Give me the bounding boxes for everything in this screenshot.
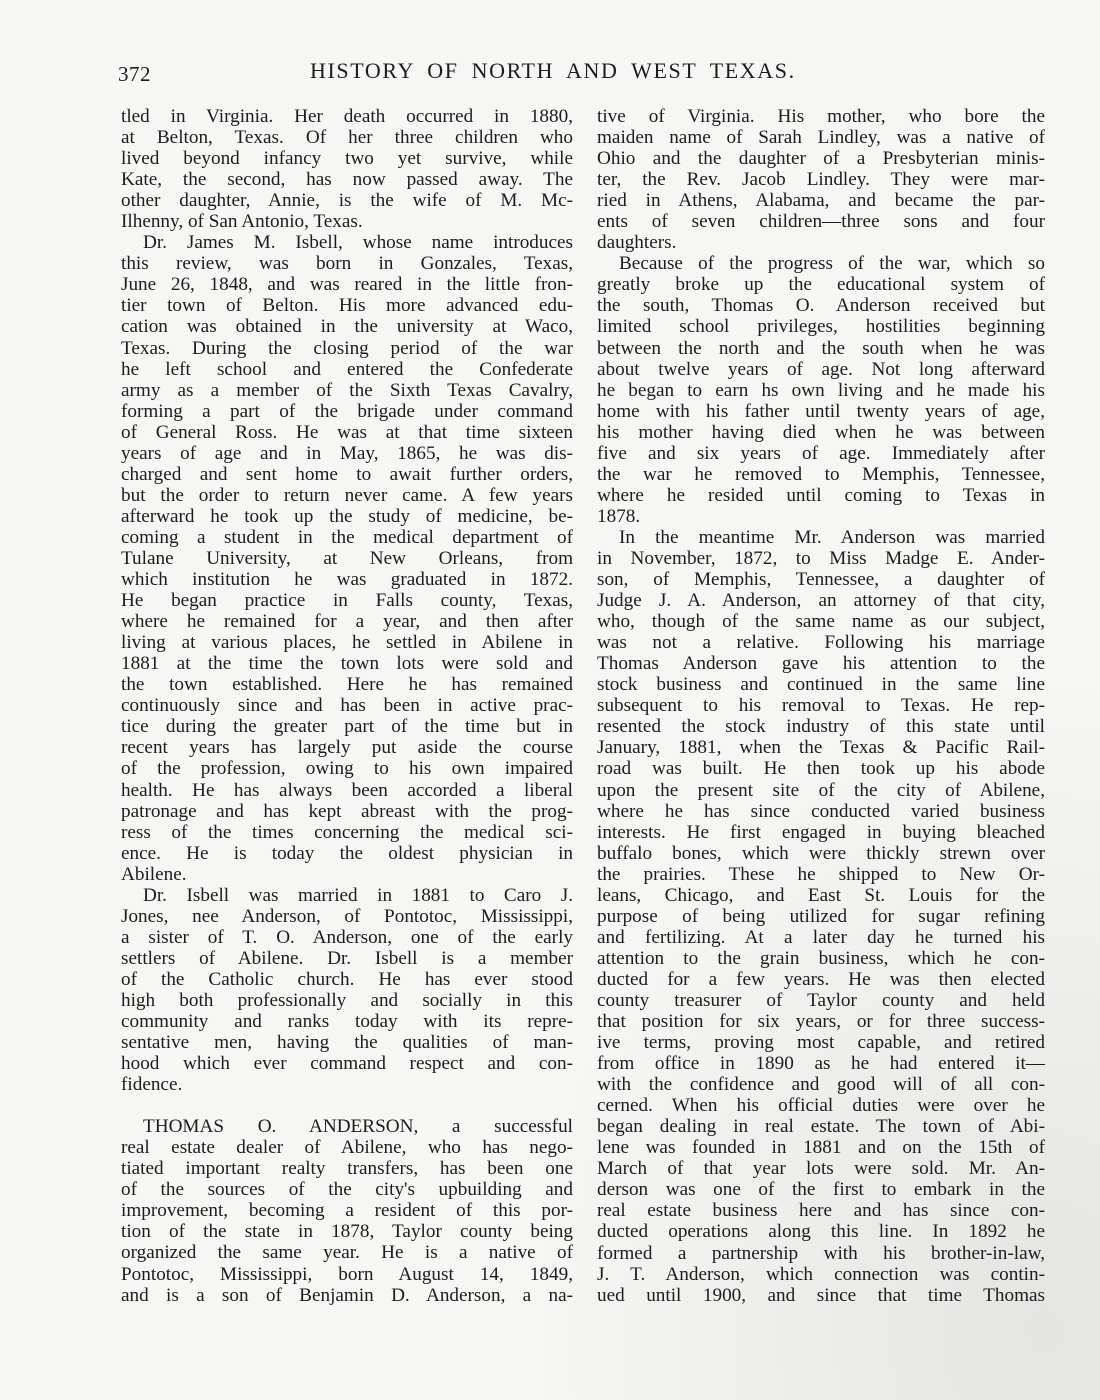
text-line: continuously since and has been in active prac- xyxy=(121,695,573,717)
text-line: January, 1881, when the Texas & Pacific Rail- xyxy=(597,737,1045,759)
text-line: ried in Athens, Alabama, and became the par- xyxy=(597,190,1045,212)
text-line: recent years has largely put aside the course xyxy=(121,737,573,759)
running-title: HISTORY OF NORTH AND WEST TEXAS. xyxy=(310,58,796,83)
text-line: son, of Memphis, Tennessee, a daughter of xyxy=(597,569,1045,591)
text-line: where he remained for a year, and then after xyxy=(121,611,573,633)
text-line: of the profession, owing to his own impaired xyxy=(121,758,573,780)
text-line: Because of the progress of the war, which so xyxy=(619,253,1045,275)
text-line: at Belton, Texas. Of her three children who xyxy=(121,127,573,149)
text-line: the war he removed to Memphis, Tennessee, xyxy=(597,463,1045,485)
text-line: a sister of T. O. Anderson, one of the early xyxy=(121,926,573,948)
text-line: road was built. He then took up his abode xyxy=(597,758,1045,780)
text-line: ence. He is today the oldest physician in xyxy=(121,842,573,864)
text-line: maiden name of Sarah Lindley, was a native of xyxy=(597,127,1045,149)
text-line: he left school and entered the Confederate xyxy=(121,358,573,380)
text-line: tive of Virginia. His mother, who bore the xyxy=(597,106,1045,127)
text-line: lene was founded in 1881 and on the 15th of xyxy=(597,1137,1045,1159)
text-line: in November, 1872, to Miss Madge E. Ander- xyxy=(597,547,1045,569)
text-line: Pontotoc, Mississippi, born August 14, 1849, xyxy=(121,1263,573,1285)
text-line: Judge J. A. Anderson, an attorney of that city, xyxy=(597,590,1045,612)
text-line: greatly broke up the educational system of xyxy=(597,274,1045,296)
text-line: attention to the grain business, which he con- xyxy=(597,947,1045,969)
text-line: the south, Thomas O. Anderson received but xyxy=(597,295,1045,317)
text-line: and is a son of Benjamin D. Anderson, a na- xyxy=(121,1284,573,1306)
text-line: forming a part of the brigade under command xyxy=(121,400,573,422)
text-line: other daughter, Annie, is the wife of M. Mc- xyxy=(121,190,573,212)
text-line: lived beyond infancy two yet survive, while xyxy=(121,148,573,170)
text-line: this review, was born in Gonzales, Texas, xyxy=(121,253,573,275)
text-line: tion of the state in 1878, Taylor county being xyxy=(121,1221,573,1243)
text-line: high both professionally and socially in this xyxy=(121,989,573,1011)
text-line: Texas. During the closing period of the war xyxy=(121,337,573,359)
text-line: 1878. xyxy=(597,505,641,527)
text-line: limited school privileges, hostilities beginning xyxy=(597,316,1045,338)
text-line: was not a relative. Following his marriage xyxy=(597,632,1045,654)
text-line: settlers of Abilene. Dr. Isbell is a member xyxy=(121,947,573,969)
text-line: charged and sent home to await further orders, xyxy=(121,463,573,485)
text-line: from office in 1890 as he had entered it— xyxy=(597,1053,1045,1075)
text-line: He began practice in Falls county, Texas, xyxy=(121,590,573,612)
running-head xyxy=(118,58,1048,88)
text-line: living at various places, he settled in Abilene in xyxy=(121,632,573,654)
text-line: cerned. When his official duties were over he xyxy=(597,1095,1045,1117)
text-line: June 26, 1848, and was reared in the little fron- xyxy=(121,274,573,296)
text-line: fidence. xyxy=(121,1074,183,1096)
text-line: ress of the times concerning the medical sci- xyxy=(121,821,573,843)
text-line: health. He has always been accorded a liberal xyxy=(121,779,573,801)
text-line: ents of seven children—three sons and four xyxy=(597,211,1045,233)
text-line: interests. He first engaged in buying bleached xyxy=(597,821,1045,843)
text-line: of the sources of the city's upbuilding and xyxy=(121,1179,573,1201)
text-line: real estate dealer of Abilene, who has nego- xyxy=(121,1137,573,1159)
text-line: which institution he was graduated in 1872. xyxy=(121,569,573,591)
text-line: Dr. James M. Isbell, whose name introduces xyxy=(143,232,573,254)
page-number: 372 xyxy=(118,62,151,86)
text-line: community and ranks today with its repre- xyxy=(121,1011,573,1033)
text-line: tled in Virginia. Her death occurred in 1880, xyxy=(121,106,573,127)
text-line: between the north and the south when he was xyxy=(597,337,1045,359)
text-line: derson was one of the first to embark in the xyxy=(597,1179,1045,1201)
text-line: purpose of being utilized for sugar refining xyxy=(597,905,1045,927)
text-line: Kate, the second, has now passed away. The xyxy=(121,169,573,191)
text-line: tice during the greater part of the time but in xyxy=(121,716,573,738)
text-line: about twelve years of age. Not long afterward xyxy=(597,358,1045,380)
text-line: Tulane University, at New Orleans, from xyxy=(121,547,573,569)
text-line: the town established. Here he has remained xyxy=(121,674,573,696)
text-line: Ohio and the daughter of a Presbyterian minis- xyxy=(597,148,1045,170)
text-line: his mother having died when he was between xyxy=(597,421,1045,443)
text-line: ter, the Rev. Jacob Lindley. They were mar- xyxy=(597,169,1045,191)
text-line: the prairies. These he shipped to New Or- xyxy=(597,863,1045,885)
text-line: began dealing in real estate. The town of Abi- xyxy=(597,1116,1045,1138)
text-line: army as a member of the Sixth Texas Cavalry, xyxy=(121,379,573,401)
text-line: patronage and has kept abreast with the prog- xyxy=(121,800,573,822)
text-line: J. T. Anderson, which connection was contin- xyxy=(597,1263,1045,1285)
text-line: Ilhenny, of San Antonio, Texas. xyxy=(121,211,363,233)
text-line: hood which ever command respect and con- xyxy=(121,1053,573,1075)
text-line: Jones, nee Anderson, of Pontotoc, Mississippi, xyxy=(121,905,573,927)
text-line: THOMAS O. ANDERSON, a successful xyxy=(143,1116,573,1138)
text-line: with the confidence and good will of all con- xyxy=(597,1074,1045,1096)
text-line: ducted operations along this line. In 1892 he xyxy=(597,1221,1045,1243)
text-line: Thomas Anderson gave his attention to the xyxy=(597,653,1045,675)
text-line: buffalo bones, which were thickly strewn over xyxy=(597,842,1045,864)
text-line: organized the same year. He is a native of xyxy=(121,1242,573,1264)
text-line: sentative men, having the qualities of man- xyxy=(121,1032,573,1054)
text-line: daughters. xyxy=(597,232,677,254)
text-line: county treasurer of Taylor county and held xyxy=(597,989,1045,1011)
text-line: In the meantime Mr. Anderson was married xyxy=(619,526,1045,548)
text-line: of General Ross. He was at that time sixteen xyxy=(121,421,573,443)
right-text-column xyxy=(597,106,1045,1306)
text-line: that position for six years, or for three success- xyxy=(597,1011,1045,1033)
text-line: years of age and in May, 1865, he was dis- xyxy=(121,442,573,464)
text-line: and fertilizing. At a later day he turned his xyxy=(597,926,1045,948)
text-line: improvement, becoming a resident of this por- xyxy=(121,1200,573,1222)
text-line: afterward he took up the study of medicine, be- xyxy=(121,505,573,527)
text-line: where he has since conducted varied business xyxy=(597,800,1045,822)
text-line: resented the stock industry of this state until xyxy=(597,716,1045,738)
text-line: formed a partnership with his brother-in-law, xyxy=(597,1242,1045,1264)
text-line: who, though of the same name as our subject, xyxy=(597,611,1045,633)
text-line: ive terms, proving most capable, and retired xyxy=(597,1032,1045,1054)
text-line: upon the present site of the city of Abilene, xyxy=(597,779,1045,801)
text-line: tier town of Belton. His more advanced edu- xyxy=(121,295,573,317)
text-line: home with his father until twenty years of age, xyxy=(597,400,1045,422)
text-line: coming a student in the medical department of xyxy=(121,526,573,548)
text-line: tiated important realty transfers, has been one xyxy=(121,1158,573,1180)
text-line: Dr. Isbell was married in 1881 to Caro J. xyxy=(143,884,573,906)
text-line: leans, Chicago, and East St. Louis for the xyxy=(597,884,1045,906)
text-line: stock business and continued in the same line xyxy=(597,674,1045,696)
text-line: Abilene. xyxy=(121,863,187,885)
text-line: five and six years of age. Immediately after xyxy=(597,442,1045,464)
text-line: he began to earn hs own living and he made his xyxy=(597,379,1045,401)
text-line: cation was obtained in the university at Waco, xyxy=(121,316,573,338)
paragraph-gap xyxy=(121,1095,573,1116)
text-line: 1881 at the time the town lots were sold and xyxy=(121,653,573,675)
text-line: of the Catholic church. He has ever stood xyxy=(121,968,573,990)
text-line: real estate business here and has since con- xyxy=(597,1200,1045,1222)
text-line: March of that year lots were sold. Mr. An- xyxy=(597,1158,1045,1180)
left-text-column xyxy=(121,106,573,1306)
text-line: subsequent to his removal to Texas. He rep- xyxy=(597,695,1045,717)
text-line: but the order to return never came. A few years xyxy=(121,484,573,506)
text-line: ued until 1900, and since that time Thomas xyxy=(597,1284,1045,1306)
text-line: where he resided until coming to Texas in xyxy=(597,484,1045,506)
text-line: ducted for a few years. He was then elected xyxy=(597,968,1045,990)
